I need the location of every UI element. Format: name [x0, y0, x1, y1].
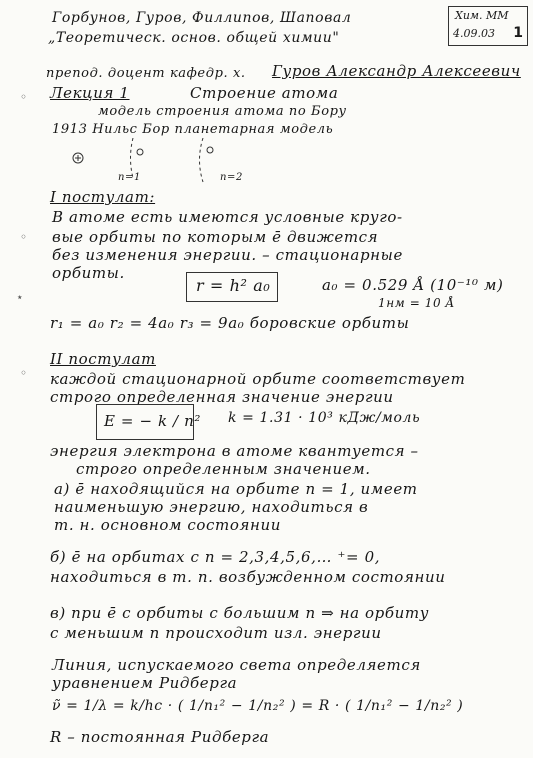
postulate1-line1: В атоме есть имеются условные круго- — [52, 208, 403, 226]
nm-note: 1нм = 10 Å — [378, 296, 455, 310]
case-c-line2: с меньшим n происходит изл. энергии — [50, 624, 382, 642]
bohr-radii-line: r₁ = a₀ r₂ = 4a₀ r₃ = 9a₀ боровские орбиты — [50, 314, 410, 332]
energy-formula: E = − k / n² — [104, 412, 201, 430]
book-title: „Теоретическ. основ. общей химии" — [48, 30, 340, 46]
corner-code: Хим. ММ — [455, 9, 509, 22]
postulate1-line2: вые орбиты по которым ē движется — [52, 228, 379, 246]
case-b-line1: б) ē на орбитах с n = 2,3,4,5,6,… ⁺= 0, — [50, 548, 381, 566]
margin-mark: ◦ — [20, 90, 28, 104]
rydberg-line2: уравнением Ридберга — [52, 674, 238, 692]
postulate2-line2: строго определенная значение энергии — [50, 388, 394, 406]
case-c-line1: в) при ē с орбиты с большим n ⇒ на орбиту — [50, 604, 429, 622]
postulate2-line4: строго определенным значением. — [76, 460, 371, 478]
postulate2-heading: II постулат — [50, 350, 156, 368]
lecture-title: Строение атома — [190, 84, 339, 102]
postulate1-line4: орбиты. — [52, 264, 125, 282]
year-line: 1913 Нильс Бор планетарная модель — [52, 122, 334, 137]
case-a-line3: т. н. основном состоянии — [54, 516, 281, 534]
corner-stamp — [448, 6, 528, 46]
corner-number: 1 — [513, 25, 523, 41]
case-a-line2: наименьшую энергию, находиться в — [54, 498, 369, 516]
a0-value: a₀ = 0.529 Å (10⁻¹⁰ м) — [322, 276, 504, 294]
bohr-model-line: модель строения атома по Бору — [98, 104, 347, 119]
rydberg-constant-line: R – постоянная Ридберга — [50, 728, 270, 746]
postulate1-line3: без изменения энергии. – стационарные — [52, 246, 403, 264]
margin-mark: ⋆ — [16, 290, 24, 304]
postulate1-heading: I постулат: — [50, 188, 156, 206]
lecture-number: Лекция 1 — [50, 84, 130, 102]
diagram-label-n1: n=1 — [118, 172, 141, 183]
diagram-label-n2: n=2 — [220, 172, 243, 183]
lecturer-name: Гуров Александр Алексеевич — [272, 62, 521, 80]
k-value: k = 1.31 · 10³ кДж/моль — [228, 410, 421, 426]
case-a-line1: а) ē находящийся на орбите n = 1, имеет — [54, 480, 418, 498]
postulate2-line1: каждой стационарной орбите соответствует — [50, 370, 466, 388]
corner-date: 4.09.03 — [453, 27, 495, 40]
rydberg-line1: Линия, испускаемого света определяется — [52, 656, 421, 674]
rydberg-formula: ν̃ = 1/λ = k/hc · ( 1/n₁² − 1/n₂² ) = R · ( 1/n₁² − 1/n₂² ) — [52, 698, 464, 714]
margin-mark: ◦ — [20, 366, 28, 380]
authors-line: Горбунов, Гуров, Филлипов, Шаповал — [52, 10, 352, 26]
margin-mark: ◦ — [20, 230, 28, 244]
case-b-line2: находиться в т. п. возбужденном состоянии — [50, 568, 446, 586]
lecturer-prefix: препод. доцент кафедр. х. — [46, 66, 246, 81]
radius-formula: r = h² a₀ — [196, 276, 271, 295]
postulate2-line3: энергия электрона в атоме квантуется – — [50, 442, 419, 460]
